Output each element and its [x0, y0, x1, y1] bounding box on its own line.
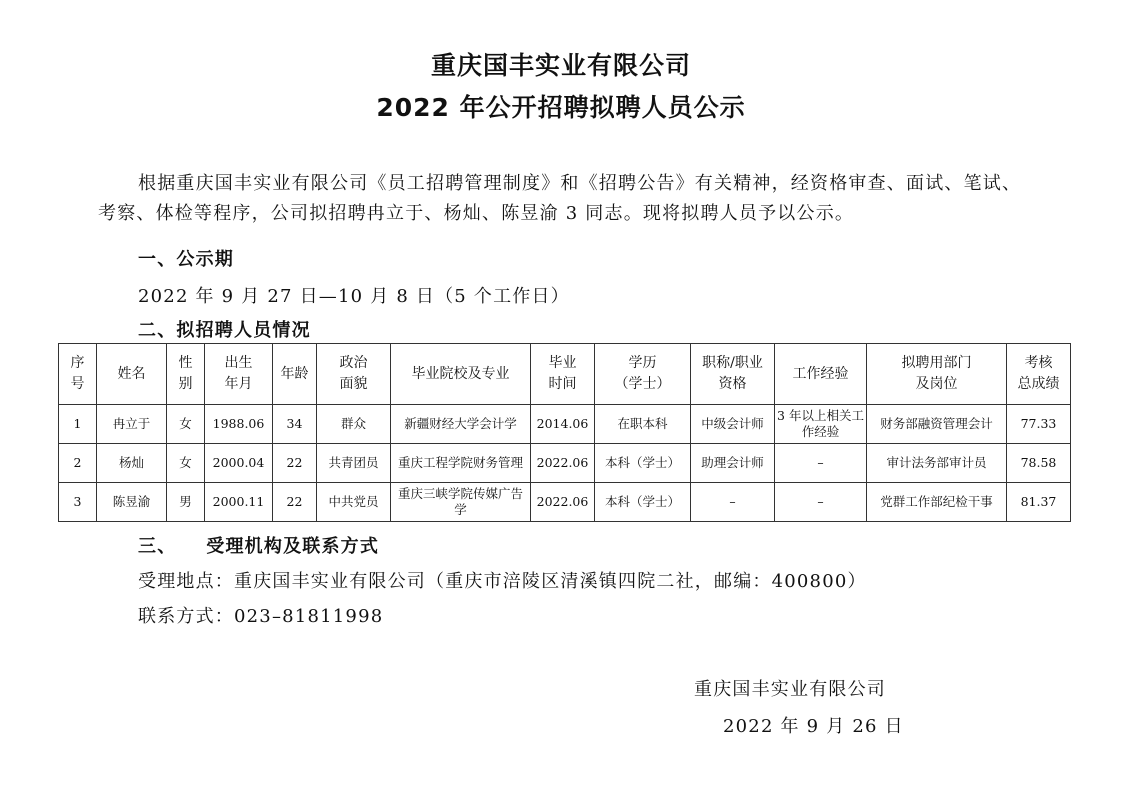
header-text: 拟聘用部门: [901, 355, 972, 371]
table-cell: –: [691, 483, 775, 522]
table-header-cell: [595, 344, 691, 405]
table-cell: 党群工作部纪检干事: [867, 483, 1007, 522]
table-header-cell: [97, 344, 167, 405]
table-cell: 2014.06: [531, 405, 595, 444]
table-cell: 助理会计师: [691, 444, 775, 483]
table-header-row: [59, 344, 1071, 405]
table-cell: 男: [167, 483, 205, 522]
table-cell: 77.33: [1007, 405, 1071, 444]
header-text: 资格: [718, 376, 747, 392]
table-cell: 陈昱渝: [97, 483, 167, 522]
table-header-cell: [867, 344, 1007, 405]
document-subtitle: 2022 年公开招聘拟聘人员公示: [376, 93, 746, 122]
header-text: 号: [70, 376, 85, 392]
table-cell: –: [775, 483, 867, 522]
table-row: [59, 483, 1071, 522]
table-cell: 中级会计师: [691, 405, 775, 444]
table-header-cell: [273, 344, 317, 405]
table-cell: 22: [273, 444, 317, 483]
candidates-table: [58, 343, 1071, 522]
table-header-cell: [317, 344, 391, 405]
header-text: 年龄: [280, 365, 309, 382]
table-cell: 81.37: [1007, 483, 1071, 522]
table-row: [59, 405, 1071, 444]
table-cell: 2022.06: [531, 444, 595, 483]
header-text: 及岗位: [915, 376, 958, 392]
header-text: 工作经验: [792, 365, 849, 382]
document-title: 重庆国丰实业有限公司: [430, 51, 691, 80]
table-cell: 3 年以上相关工作经验: [775, 405, 867, 444]
signature-date: 2022 年 9 月 26 日: [723, 716, 904, 737]
table-cell: 审计法务部审计员: [867, 444, 1007, 483]
header-text: 政治: [339, 355, 368, 371]
header-text: （学士）: [614, 376, 671, 392]
table-header-cell: [1007, 344, 1071, 405]
table-cell: 本科（学士）: [595, 483, 691, 522]
header-text: 学历: [628, 355, 657, 371]
table-cell: 34: [273, 405, 317, 444]
header-text: 面貌: [339, 376, 368, 392]
header-text: 序: [70, 355, 85, 371]
table-cell: 重庆三峡学院传媒广告学: [391, 483, 531, 522]
table-header-cell: [391, 344, 531, 405]
table-cell: 1988.06: [205, 405, 273, 444]
table-cell: 女: [167, 405, 205, 444]
table-cell: 3: [59, 483, 97, 522]
table-cell: 杨灿: [97, 444, 167, 483]
header-text: 毕业院校及专业: [411, 365, 510, 382]
header-text: 别: [178, 376, 193, 392]
table-cell: 重庆工程学院财务管理: [391, 444, 531, 483]
header-text: 毕业: [548, 355, 577, 371]
header-text: 性: [178, 355, 193, 371]
table-cell: –: [775, 444, 867, 483]
table-cell: 2022.06: [531, 483, 595, 522]
header-text: 出生: [224, 355, 253, 371]
table-header-cell: [167, 344, 205, 405]
publicity-period: 2022 年 9 月 27 日—10 月 8 日（5 个工作日）: [138, 286, 570, 307]
table-header-cell: [691, 344, 775, 405]
table-header-cell: [205, 344, 273, 405]
table-cell: 在职本科: [595, 405, 691, 444]
table-cell: 78.58: [1007, 444, 1071, 483]
section3-heading: 三、 受理机构及联系方式: [138, 536, 380, 557]
header-text: 职称/职业: [702, 355, 763, 371]
table-cell: 本科（学士）: [595, 444, 691, 483]
table-cell: 2000.04: [205, 444, 273, 483]
table-row: [59, 444, 1071, 483]
table-cell: 财务部融资管理会计: [867, 405, 1007, 444]
table-header-cell: [531, 344, 595, 405]
table-header-cell: [775, 344, 867, 405]
table-cell: 中共党员: [317, 483, 391, 522]
section2-heading: 二、拟招聘人员情况: [138, 320, 311, 341]
table-cell: 1: [59, 405, 97, 444]
signature-org: 重庆国丰实业有限公司: [694, 679, 886, 700]
table-header-cell: [59, 344, 97, 405]
table-cell: 2: [59, 444, 97, 483]
table-cell: 22: [273, 483, 317, 522]
contact-phone: 联系方式：023–81811998: [138, 606, 384, 627]
section1-heading: 一、公示期: [138, 249, 234, 270]
table-cell: 女: [167, 444, 205, 483]
table-cell: 群众: [317, 405, 391, 444]
table-cell: 冉立于: [97, 405, 167, 444]
table-cell: 新疆财经大学会计学: [391, 405, 531, 444]
header-text: 年月: [224, 376, 253, 392]
intro-paragraph: 根据重庆国丰实业有限公司《员工招聘管理制度》和《招聘公告》有关精神，经资格审查、面试、笔试、考察、体检等程序，公司拟招聘冉立于、杨灿、陈昱渝 3 同志。现将拟聘人员予以公示。: [98, 173, 1022, 224]
header-text: 时间: [548, 376, 577, 392]
table-cell: 2000.11: [205, 483, 273, 522]
table-cell: 共青团员: [317, 444, 391, 483]
contact-address: 受理地点：重庆国丰实业有限公司（重庆市涪陵区清溪镇四院二社，邮编：400800）: [138, 571, 867, 592]
header-text: 考核: [1024, 355, 1053, 371]
header-text: 姓名: [117, 365, 146, 382]
header-text: 总成绩: [1017, 376, 1060, 392]
